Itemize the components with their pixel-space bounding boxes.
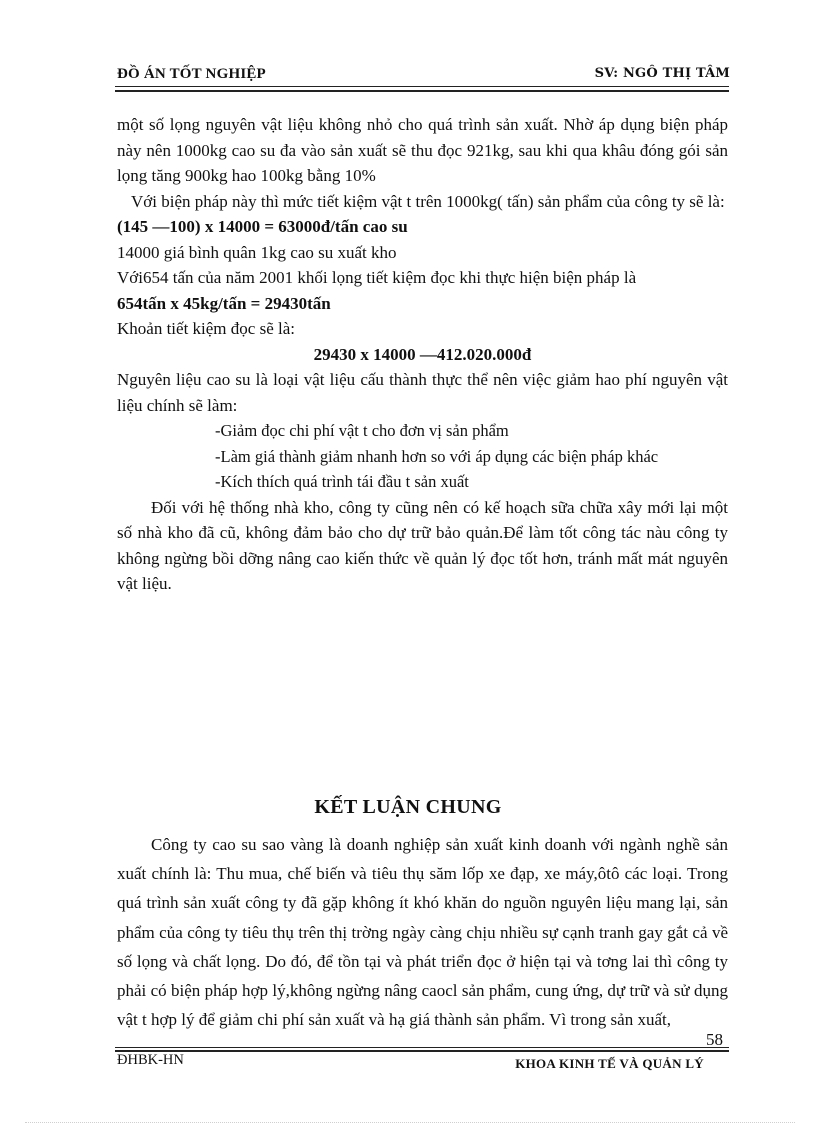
bullet-item: -Kích thích quá trình tái đầu t sản xuất: [215, 472, 469, 491]
paragraph-2: Với biện pháp này thì mức tiết kiệm vật t trên 1000kg( tấn) sản phẩm của công ty sẽ là:: [131, 191, 725, 211]
paragraph-1: một số lọng nguyên vật liệu không nhỏ cho quá trình sản xuất. Nhờ áp dụng biện pháp này nên 1000kg cao su đa vào sản xuất sẽ thu đọc 921kg, sau khi qua khâu đóng gói sản lọng tăng 900kg hao 100kg bằng 10%: [117, 115, 728, 185]
footer-left: ĐHBK-HN: [117, 1052, 184, 1068]
formula-2: 654tấn x 45kg/tấn = 29430tấn: [117, 293, 331, 313]
formula-3: 29430 x 14000 —412.020.000đ: [313, 344, 532, 364]
bullet-item: -Giảm đọc chi phí vật t cho đơn vị sản phẩm: [215, 421, 509, 440]
conclusion-body: [117, 830, 728, 1034]
header-rule-thin: [115, 86, 729, 87]
bullet-item: -Làm giá thành giảm nhanh hơn so với áp dụng các biện pháp khác: [215, 446, 659, 466]
paragraph-3: Với654 tấn của năm 2001 khối lọng tiết kiệm đọc khi thực hiện biện pháp là: [117, 268, 637, 287]
conclusion-paragraph: Công ty cao su sao vàng là doanh nghiệp sản xuất kinh doanh với ngành nghề sản xuất chính là: Thu mua, chế biến và tiêu thụ săm lốp xe đạp, xe máy,ôtô các loại. Trong quá trình sản xuất công ty đã gặp không ít khó khăn do nguồn nguyên liệu mang lại, sản phẩm của công ty tiêu thụ trên thị trờng ngày càng chịu nhiều sự cạnh tranh gay gắt cả về số lọng và chất lọng. Do đó, để tồn tại và phát triển đọc ở hiện tại và tơng lai thì công ty phải có biện pháp hợp lý,không ngừng nâng caocl sản phẩm, cung ứng, dự trữ và sử dụng vật t hợp lý để giảm chi phí sản xuất và hạ giá thành sản phẩm. Vì trong sản xuất,: [117, 835, 728, 1030]
paragraph-5: Đối với hệ thống nhà kho, công ty cũng nên có kế hoạch sữa chữa xây mới lại một số nhà kho đã cũ, không đảm bảo cho dự trữ bảo quản.Để làm tốt công tác nàu công ty không ngừng bồi dỡng nâng cao kiến thức về quản lý đọc tốt hơn, tránh mất mát nguyên vật liệu.: [117, 497, 728, 593]
note-1: 14000 giá bình quân 1kg cao su xuất kho: [117, 242, 397, 262]
formula-1: (145 —100) x 14000 = 63000đ/tấn cao su: [117, 217, 408, 236]
paragraph-4: Nguyên liệu cao su là loại vật liệu cấu thành thực thể nên việc giảm hao phí nguyên vật liệu chính sẽ làm:: [117, 370, 728, 415]
header-left: ĐỒ ÁN TỐT NGHIỆP: [117, 66, 266, 82]
page-body: [117, 112, 728, 597]
header-right: SV: NGÔ THỊ TÂM: [594, 66, 730, 81]
footer-rule-thin: [115, 1047, 729, 1048]
header-rule-thick: [115, 90, 729, 92]
note-2: Khoản tiết kiệm đọc sẽ là:: [117, 319, 295, 338]
footer-right: KHOA KINH TẾ VÀ QUẢN LÝ: [515, 1056, 704, 1071]
page-number: 58: [706, 1030, 723, 1049]
conclusion-title: KẾT LUẬN CHUNG: [314, 796, 502, 818]
footer-rule-thick: [115, 1050, 729, 1052]
